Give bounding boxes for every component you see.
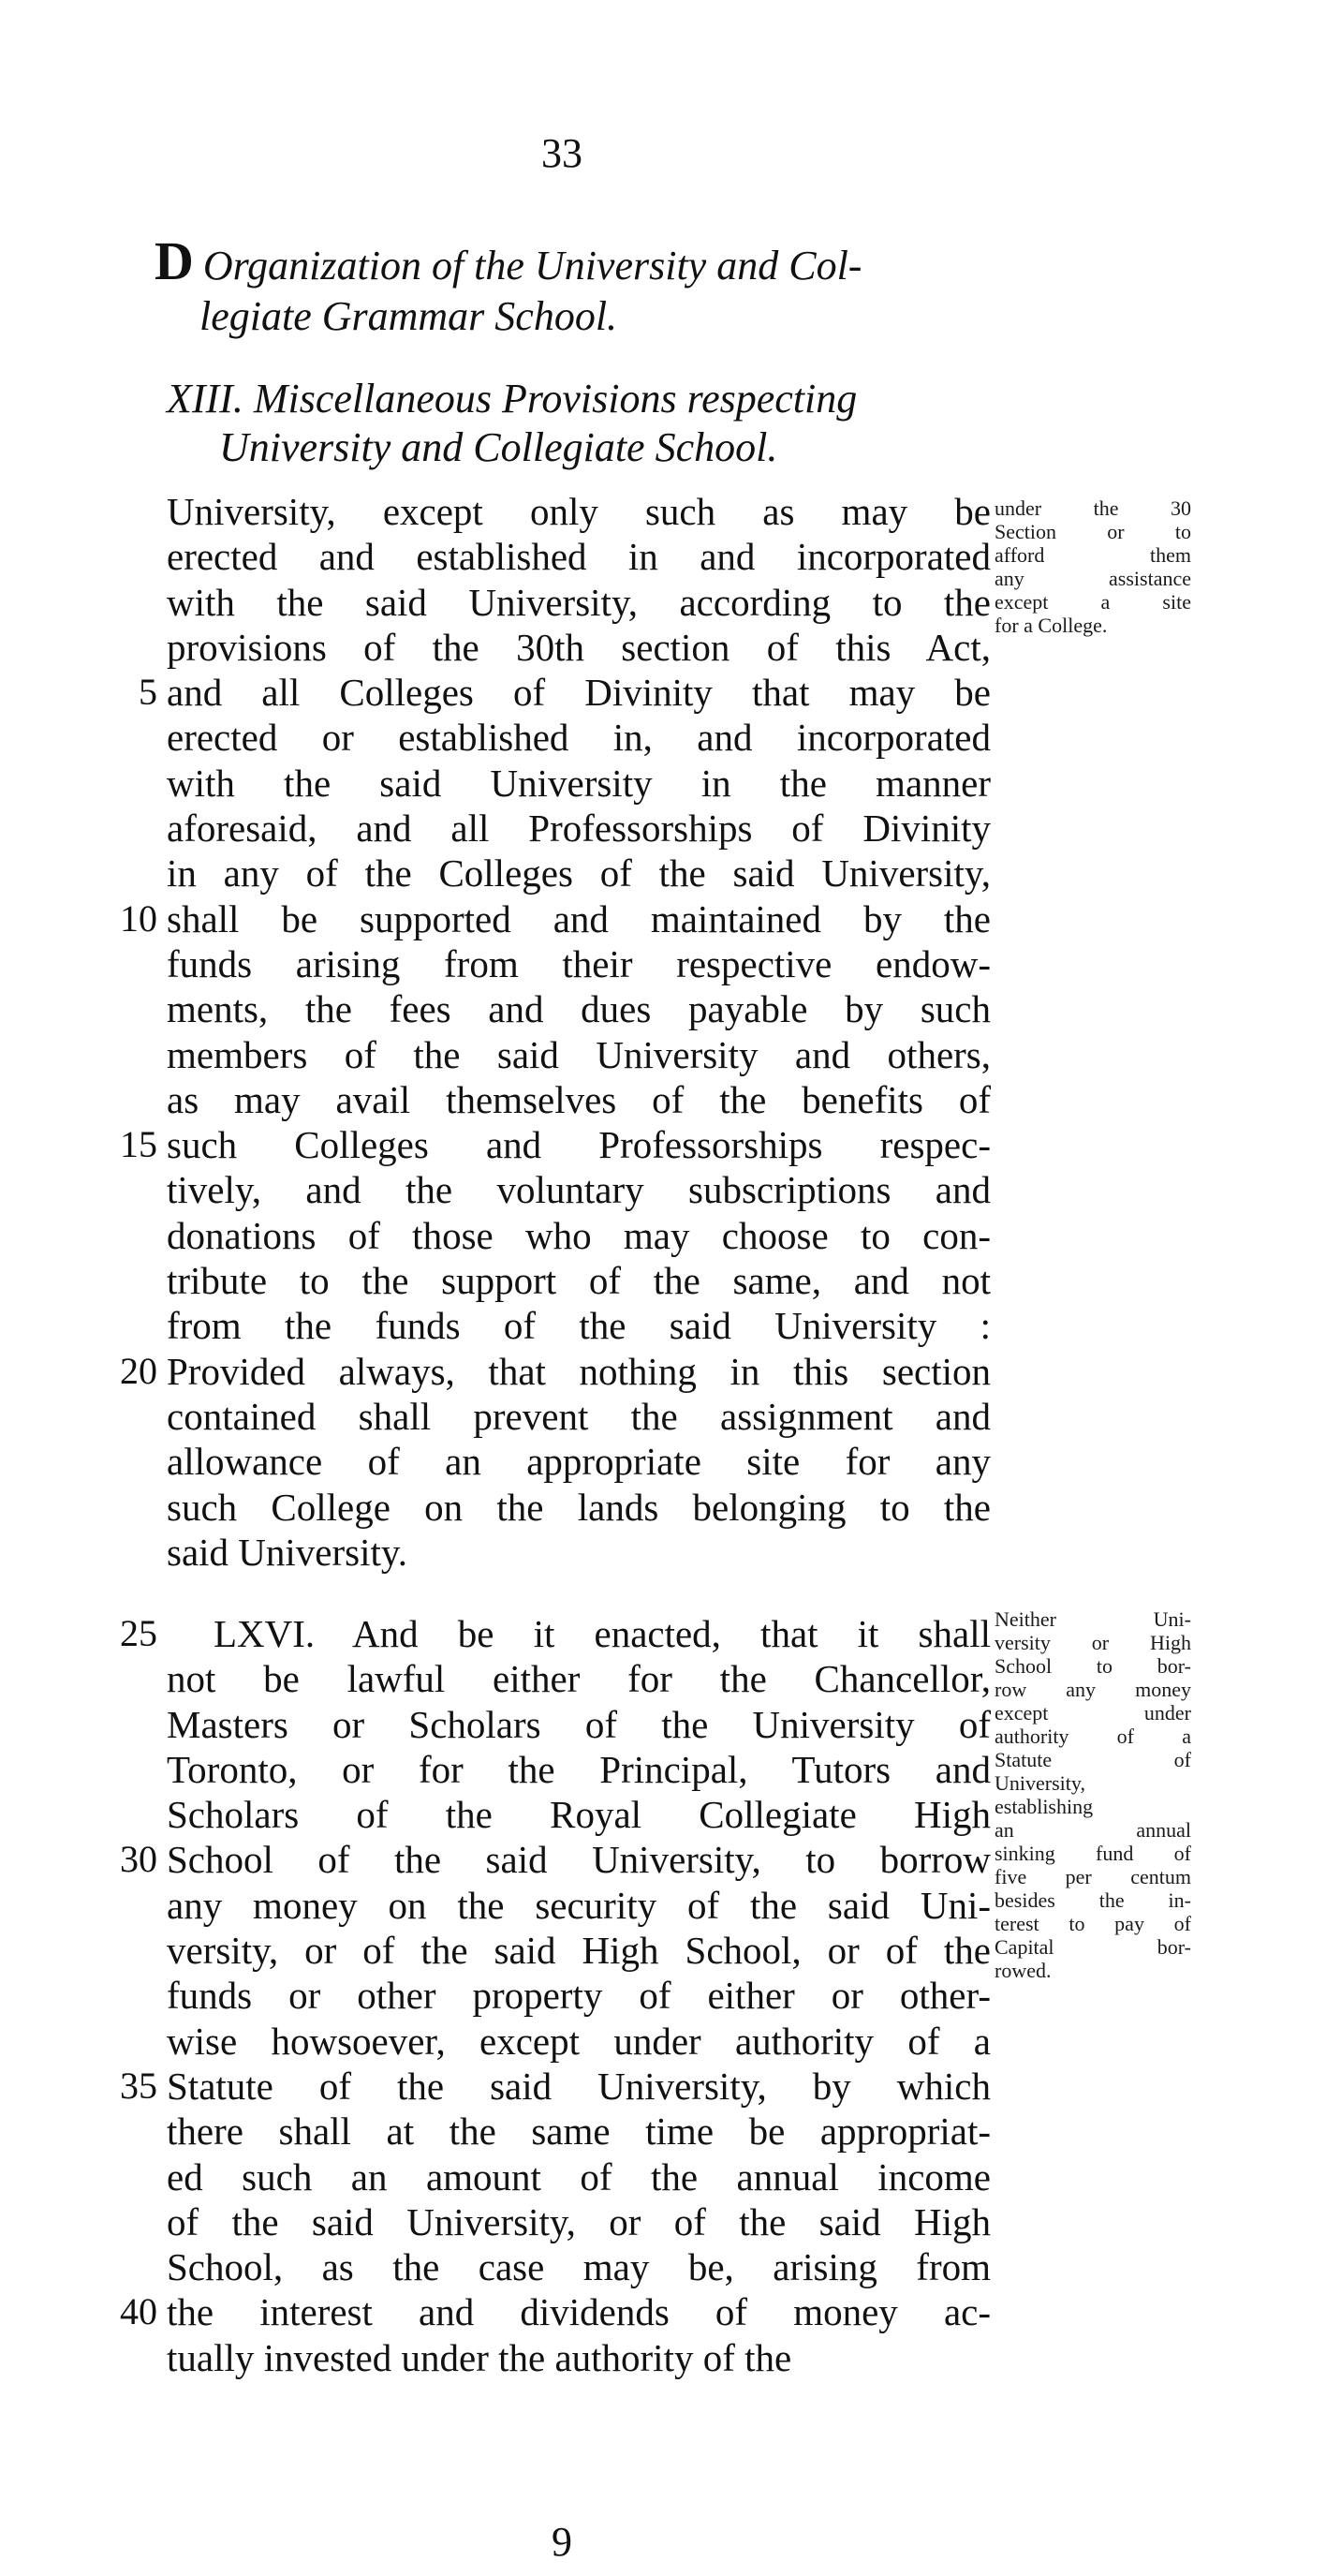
text-line — [167, 625, 991, 670]
text-line — [167, 851, 991, 896]
text-line — [167, 2019, 991, 2064]
text-line — [167, 1167, 991, 1212]
text-line — [167, 1530, 991, 1575]
text-line — [120, 1122, 991, 1167]
line-text: provisions of the 30th section of this Act, — [167, 625, 991, 669]
margin-note-line: versity or High — [995, 1631, 1191, 1654]
line-number: 25 — [120, 1612, 157, 1654]
line-text: said University. — [167, 1530, 407, 1574]
text-line — [167, 761, 991, 806]
text-line — [167, 489, 991, 534]
line-text: LXVI. And be it enacted, that it shall — [214, 1612, 991, 1655]
line-text: and all Colleges of Divinity that may be — [167, 671, 991, 715]
margin-note-line: Neither Uni- — [995, 1607, 1191, 1631]
section-heading — [167, 375, 991, 472]
text-block-section-lxvi — [120, 1611, 991, 2380]
margin-note-line: row any money — [995, 1678, 1191, 1701]
margin-note-line: an annual — [995, 1818, 1191, 1842]
line-text: Masters or Scholars of the University of — [167, 1702, 991, 1746]
line-text: Toronto, or for the Principal, Tutors and — [167, 1747, 991, 1791]
running-head-text-1: Organization of the University and Col- — [202, 243, 862, 289]
margin-note-line: Capital bor- — [995, 1935, 1191, 1959]
margin-note-line: establishing — [995, 1795, 1094, 1818]
line-text: ed such an amount of the annual income — [167, 2154, 991, 2198]
line-number: 35 — [120, 2064, 157, 2107]
line-text: Scholars of the Royal Collegiate High — [167, 1793, 991, 1837]
text-line — [167, 715, 991, 760]
text-line — [167, 2199, 991, 2244]
margin-note-borrowing — [995, 1607, 1191, 1982]
text-line — [167, 1394, 991, 1439]
text-line — [120, 2064, 991, 2109]
margin-note-line: sinking fund of — [995, 1842, 1191, 1865]
line-text: School of the said University, to borrow — [167, 1838, 991, 1882]
text-line — [120, 1349, 991, 1394]
line-text: versity, or of the said High School, or of the — [167, 1929, 991, 1973]
text-block-continued-section — [120, 489, 991, 1575]
margin-note-college-site — [995, 496, 1191, 637]
line-text: from the funds of the said University : — [167, 1304, 991, 1348]
line-text: the interest and dividends of money ac- — [167, 2290, 991, 2334]
margin-note-line: besides the in- — [995, 1888, 1191, 1912]
line-number: 5 — [139, 671, 157, 714]
line-number: 20 — [120, 1349, 157, 1392]
text-line — [167, 1702, 991, 1747]
text-line — [167, 986, 991, 1031]
page-number: 33 — [541, 130, 582, 176]
text-line — [167, 580, 991, 625]
text-line — [167, 1213, 991, 1258]
line-text: tribute to the support of the same, and not — [167, 1259, 991, 1303]
text-line — [139, 670, 991, 715]
margin-note-line: University, — [995, 1771, 1085, 1795]
margin-note-line: for a College. — [995, 614, 1108, 637]
line-text: erected or established in, and incorporated — [167, 716, 991, 760]
line-number: 30 — [120, 1838, 157, 1881]
text-line — [167, 1656, 991, 1701]
text-line — [120, 1611, 991, 1656]
text-line — [167, 2335, 991, 2380]
line-text: allowance of an appropriate site for any — [167, 1440, 991, 1484]
line-text: Statute of the said University, by which — [167, 2064, 991, 2108]
running-head-line-1 — [155, 230, 960, 291]
line-text: shall be supported and maintained by the — [167, 896, 991, 940]
margin-note-line: except under — [995, 1701, 1191, 1725]
text-line — [167, 1792, 991, 1837]
text-line — [167, 2109, 991, 2154]
line-text: wise howsoever, except under authority of a — [167, 2019, 991, 2063]
margin-note-line: Section or to — [995, 520, 1191, 543]
line-text: there shall at the same time be appropriat- — [167, 2110, 991, 2154]
text-line — [167, 941, 991, 986]
line-text: not be lawful either for the Chancellor, — [167, 1657, 991, 1701]
text-line — [167, 1485, 991, 1530]
line-text: ments, the fees and dues payable by such — [167, 987, 991, 1031]
margin-note-line: five per centum — [995, 1865, 1191, 1888]
text-line — [167, 1973, 991, 2018]
line-text: aforesaid, and all Professorships of Divinity — [167, 807, 991, 851]
line-text: erected and established in and incorporated — [167, 535, 991, 579]
section-heading-line-2: University and Collegiate School. — [219, 424, 778, 470]
text-line — [120, 2289, 991, 2334]
margin-note-line: any assistance — [995, 567, 1191, 590]
line-text: any money on the security of the said Uni- — [167, 1883, 991, 1927]
margin-note-line: under the 30 — [995, 496, 1191, 520]
line-text: funds arising from their respective endow- — [167, 941, 991, 985]
margin-note-line: School to bor- — [995, 1654, 1191, 1678]
line-text: with the said University in the manner — [167, 761, 991, 805]
running-head-initial: D — [155, 230, 194, 291]
text-line — [120, 1837, 991, 1882]
text-line — [167, 1303, 991, 1348]
line-text: University, except only such as may be — [167, 490, 991, 533]
line-text: Provided always, that nothing in this section — [167, 1349, 991, 1393]
text-line — [167, 1883, 991, 1928]
line-text: in any of the Colleges of the said University, — [167, 851, 991, 896]
line-text: tively, and the voluntary subscriptions and — [167, 1168, 991, 1212]
margin-note-line: terest to pay of — [995, 1912, 1191, 1935]
line-text: such College on the lands belonging to the — [167, 1485, 991, 1529]
text-line — [167, 1439, 991, 1484]
margin-note-line: Statute of — [995, 1748, 1191, 1771]
line-text: donations of those who may choose to con- — [167, 1213, 991, 1257]
line-text: of the said University, or of the said High — [167, 2199, 991, 2243]
line-text: members of the said University and others, — [167, 1032, 991, 1076]
running-head-line-2: legiate Grammar School. — [199, 293, 618, 339]
line-text: as may avail themselves of the benefits of — [167, 1077, 991, 1121]
text-line — [167, 1032, 991, 1077]
text-line — [167, 2244, 991, 2289]
line-text: with the said University, according to the — [167, 580, 991, 624]
text-line — [167, 1077, 991, 1122]
text-line — [167, 1928, 991, 1973]
margin-note-line: except a site — [995, 590, 1191, 614]
line-text: tually invested under the authority of the — [167, 2335, 792, 2379]
line-text: funds or other property of either or other- — [167, 1974, 991, 2018]
line-text: such Colleges and Professorships respec- — [167, 1123, 991, 1167]
margin-note-line: authority of a — [995, 1725, 1191, 1748]
text-line — [167, 1747, 991, 1792]
signature-mark: 9 — [552, 2519, 572, 2565]
running-head — [155, 230, 960, 342]
text-line — [120, 896, 991, 941]
line-number: 10 — [120, 896, 157, 940]
text-line — [167, 1258, 991, 1303]
text-line — [167, 2154, 991, 2199]
line-number: 15 — [120, 1123, 157, 1166]
margin-note-line: afford them — [995, 543, 1191, 567]
line-number: 40 — [120, 2290, 157, 2333]
line-text: School, as the case may be, arising from — [167, 2245, 991, 2289]
section-heading-line-1: XIII. Miscellaneous Provisions respecting — [167, 376, 858, 422]
line-text: contained shall prevent the assignment and — [167, 1394, 991, 1438]
margin-note-line: rowed. — [995, 1959, 1052, 1982]
text-line — [167, 534, 991, 579]
text-line — [167, 806, 991, 851]
